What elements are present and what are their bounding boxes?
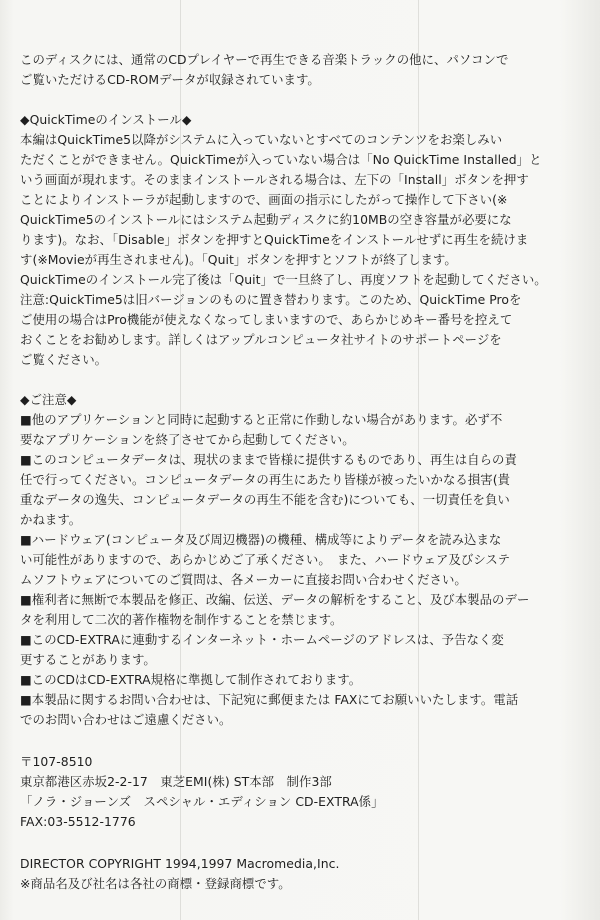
quicktime-heading: ◆QuickTimeのインストール◆ [20, 112, 192, 127]
contact-block [20, 752, 580, 832]
quicktime-line: QuickTimeのインストール完了後は「Quit」で一旦終了し、再度ソフトを起動してください。 [20, 272, 547, 287]
document-body [20, 50, 580, 894]
notes-line: ■権利者に無断で本製品を修正、改編、伝送、データの解析をすること、及び本製品のデー [20, 592, 530, 607]
notes-line: 重なデータの逸失、コンピュータデータの再生不能を含む)についても、一切責任を負い [20, 492, 510, 507]
postal-code: 〒107-8510 [20, 754, 93, 769]
notes-line: ムソフトウェアについてのご質問は、各メーカーに直接お問い合わせください。 [20, 572, 467, 587]
intro-line: ご覧いただけるCD-ROMデータが収録されています。 [20, 72, 320, 87]
contact-address: 東京都港区赤坂2-2-17 東芝EMI(株) ST本部 制作3部 [20, 774, 332, 789]
intro-line: このディスクには、通常のCDプレイヤーで再生できる音楽トラックの他に、パソコンで [20, 52, 509, 67]
notes-line: 任で行ってください。コンピュータデータの再生にあたり皆様が被ったいかなる損害(貴 [20, 472, 511, 487]
quicktime-line: 本編はQuickTime5以降がシステムに入っていないとすべてのコンテンツをお楽しみい [20, 132, 503, 147]
quicktime-line: ことによりインストーラが起動しますので、画面の指示にしたがって操作して下さい(※ [20, 192, 508, 207]
contact-department: 「ノラ・ジョーンズ スペシャル・エディション CD-EXTRA係」 [20, 794, 384, 809]
quicktime-section [20, 110, 580, 370]
notes-line: ■他のアプリケーションと同時に起動すると正常に作動しない場合があります。必ず不 [20, 412, 503, 427]
notes-line: ■このCD-EXTRAに連動するインターネット・ホームページのアドレスは、予告なく変 [20, 632, 504, 647]
quicktime-line: ただくことができません。QuickTimeが入っていない場合は「No QuickTime Installed」と [20, 152, 542, 167]
intro-paragraph [20, 50, 580, 90]
quicktime-line: いう画面が現れます。そのままインストールされる場合は、左下の「Install」ボタンを押す [20, 172, 529, 187]
notes-line: ■本製品に関するお問い合わせは、下記宛に郵便または FAXにてお願いいたします。電話 [20, 692, 519, 707]
quicktime-line: ります)。なお、「Disable」ボタンを押すとQuickTimeをインストールせずに再生を続けま [20, 232, 529, 247]
notes-section [20, 390, 580, 730]
quicktime-line: す(※Movieが再生されません)。「Quit」ボタンを押すとソフトが終了します。 [20, 252, 457, 267]
copyright-line: DIRECTOR COPYRIGHT 1994,1997 Macromedia,Inc. [20, 856, 340, 871]
quicktime-line: おくことをお勧めします。詳しくはアップルコンピュータ社サイトのサポートページを [20, 332, 502, 347]
quicktime-line: ご使用の場合はPro機能が使えなくなってしまいますので、あらかじめキー番号を控えて [20, 312, 513, 327]
quicktime-line: 注意:QuickTime5は旧バージョンのものに置き替わります。このため、QuickTime Proを [20, 292, 522, 307]
notes-line: 更することがあります。 [20, 652, 156, 667]
notes-line: ■ハードウェア(コンピュータ及び周辺機器)の機種、構成等によりデータを読み込まな [20, 532, 502, 547]
trademark-line: ※商品名及び社名は各社の商標・登録商標です。 [20, 876, 291, 891]
notes-line: タを利用して二次的著作権物を制作することを禁じます。 [20, 612, 343, 627]
notes-heading: ◆ご注意◆ [20, 392, 77, 407]
notes-line: ■このコンピュータデータは、現状のままで皆様に提供するものであり、再生は自らの責 [20, 452, 517, 467]
notes-line: 要なアプリケーションを終了させてから起動してください。 [20, 432, 355, 447]
notes-line: でのお問い合わせはご遠慮ください。 [20, 712, 232, 727]
notes-line: い可能性がありますので、あらかじめご了承ください。 また、ハードウェア及びシステ [20, 552, 511, 567]
notes-line: ■このCDはCD-EXTRA規格に準拠して制作されております。 [20, 672, 362, 687]
notes-line: かねます。 [20, 512, 82, 527]
legal-block [20, 854, 580, 894]
quicktime-line: ご覧ください。 [20, 352, 108, 367]
contact-fax: FAX:03-5512-1776 [20, 814, 136, 829]
quicktime-line: QuickTime5のインストールにはシステム起動ディスクに約10MBの空き容量が必要にな [20, 212, 512, 227]
